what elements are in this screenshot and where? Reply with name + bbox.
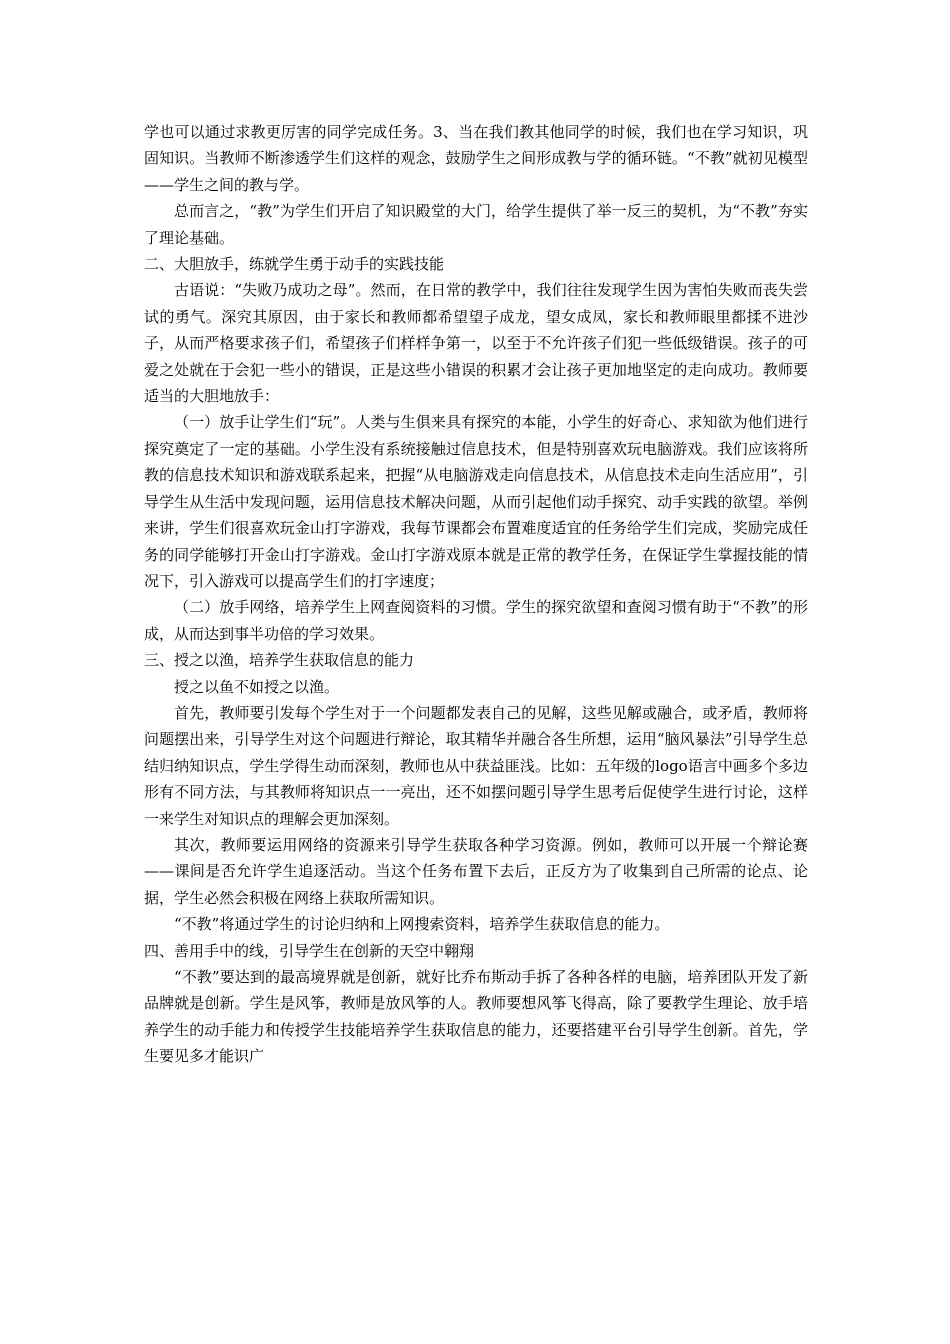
paragraph-proverb: 古语说：“失败乃成功之母”。然而，在日常的教学中，我们往往发现学生因为害怕失败而丧失尝试的勇气。深究其原因，由于家长和教师都希望望子成龙，望女成凤，家长和教师眼里都揉不进沙子，从而严格要求孩子们，希望孩子们样样争第一，以至于不允许孩子们犯一些低级错误。孩子的可爱之处就在于会犯一些小的错误，正是这些小错误的积累才会让孩子更加地坚定的走向成功。教师要适当的大胆地放手： (144, 281, 808, 406)
paragraph-buji: “不教”将通过学生的讨论归纳和上网搜索资料，培养学生获取信息的能力。 (174, 915, 670, 934)
paragraph-innovation: “不教”要达到的最高境界就是创新，就好比乔布斯动手拆了各种各样的电脑，培养团队开发了新品牌就是创新。学生是风筝，教师是放风筝的人。教师要想风筝飞得高，除了要教学生理论、放手培养学生的动手能力和传授学生技能培养学生获取信息的能力，还要搭建平台引导学生创新。首先，学生要见多才能识广 (144, 968, 808, 1066)
paragraph-continuation: 学也可以通过求教更厉害的同学完成任务。3、当在我们教其他同学的时候，我们也在学习知识，巩固知识。当教师不断渗透学生们这样的观念，鼓励学生之间形成教与学的循环链。“不教”就初见模型——学生之间的教与学。 (144, 123, 808, 194)
paragraph-first: 首先，教师要引发每个学生对于一个问题都发表自己的见解，这些见解或融合，或矛盾，教师将问题摆出来，引导学生对这个问题进行辩论，取其精华并融合各生所想，运用“脑风暴法”引导学生总结归纳知识点，学生学得生动而深刻，教师也从中获益匪浅。比如：五年级的logo语言中画多个多边形有不同方法，与其教师将知识点一一亮出，还不如摆问题引导学生思考后促使学生进行讨论，这样一来学生对知识点的理解会更加深刻。 (144, 703, 808, 828)
paragraph-second: 其次，教师要运用网络的资源来引导学生获取各种学习资源。例如，教师可以开展一个辩论赛——课间是否允许学生追逐活动。当这个任务布置下去后，正反方为了收集到自己所需的论点、论据，学生必然会积极在网络上获取所需知识。 (144, 835, 808, 907)
section-heading-2: 二、大胆放手，练就学生勇于动手的实践技能 (144, 255, 445, 274)
document-body (144, 119, 808, 1070)
paragraph-network: （二）放手网络，培养学生上网查阅资料的习惯。学生的探究欲望和查阅习惯有助于“不教”的形成，从而达到事半功倍的学习效果。 (144, 598, 808, 643)
paragraph-fishing: 授之以鱼不如授之以渔。 (174, 677, 340, 696)
paragraph-play: （一）放手让学生们“玩”。人类与生俱来具有探究的本能，小学生的好奇心、求知欲为他们进行探究奠定了一定的基础。小学生没有系统接触过信息技术，但是特别喜欢玩电脑游戏。我们应该将所教的信息技术知识和游戏联系起来，把握“从电脑游戏走向信息技术，从信息技术走向生活应用”，引导学生从生活中发现问题，运用信息技术解决问题，从而引起他们动手探究、动手实践的欲望。举例来讲，学生们很喜欢玩金山打字游戏，我每节课都会布置难度适宜的任务给学生们完成，奖励完成任务的同学能够打开金山打字游戏。金山打字游戏原本就是正常的教学任务，在保证学生掌握技能的情况下，引入游戏可以提高学生们的打字速度； (144, 413, 808, 590)
paragraph-summary: 总而言之，“教”为学生们开启了知识殿堂的大门，给学生提供了举一反三的契机，为“不教”夯实了理论基础。 (144, 202, 808, 247)
section-heading-4: 四、善用手中的线，引导学生在创新的天空中翱翔 (144, 941, 475, 960)
section-heading-3: 三、授之以渔，培养学生获取信息的能力 (144, 651, 415, 670)
